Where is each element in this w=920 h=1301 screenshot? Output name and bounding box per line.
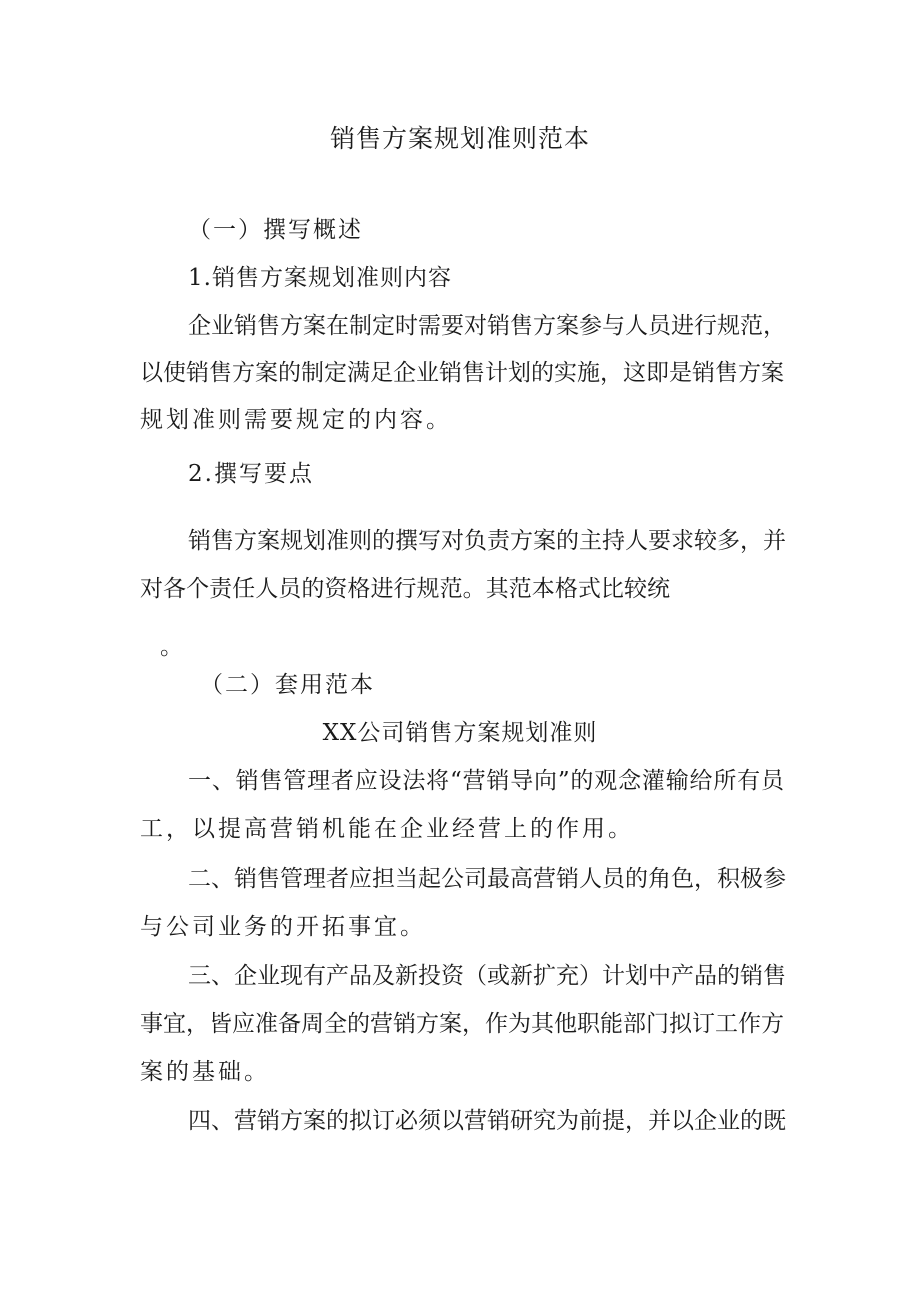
rule-line: 三、企业现有产品及新投资（或新扩充）计划中产品的销售 (188, 963, 786, 989)
paragraph-line: 对各个责任人员的资格进行规范。其范本格式比较统 (140, 576, 670, 602)
section-heading-template: （二）套用范本 (200, 672, 375, 698)
paragraph-line: 以使销售方案的制定满足企业销售计划的实施，这即是销售方案 (140, 360, 784, 386)
paragraph-line: 规划准则需要规定的内容。 (140, 407, 452, 433)
rule-line: 与公司业务的开拓事宜。 (140, 914, 426, 940)
rule-line: 事宜，皆应准备周全的营销方案，作为其他职能部门拟订工作方 (140, 1011, 784, 1037)
template-subtitle: XX公司销售方案规划准则 (322, 720, 598, 746)
paragraph-line: 销售方案规划准则的撰写对负责方案的主持人要求较多，并 (188, 528, 786, 554)
rule-line: 案的基础。 (140, 1059, 270, 1085)
document-title: 销售方案规划准则范本 (329, 124, 590, 153)
rule-line: 一、销售管理者应设法将“营销导向”的观念灌输给所有员 (188, 768, 784, 794)
rule-line: 四、营销方案的拟订必须以营销研究为前提，并以企业的既 (188, 1108, 786, 1134)
rule-line: 工，以提高营销机能在企业经营上的作用。 (140, 816, 634, 842)
item-heading-content: 1.销售方案规划准则内容 (188, 265, 452, 291)
item-heading-key-points: 2.撰写要点 (188, 461, 314, 487)
paragraph-line: 企业销售方案在制定时需要对销售方案参与人员进行规范， (188, 313, 786, 339)
rule-line: 二、销售管理者应担当起公司最高营销人员的角色，积极参 (188, 866, 786, 892)
section-heading-overview: （一）撰写概述 (188, 217, 363, 243)
stray-period: 。 (160, 634, 183, 660)
